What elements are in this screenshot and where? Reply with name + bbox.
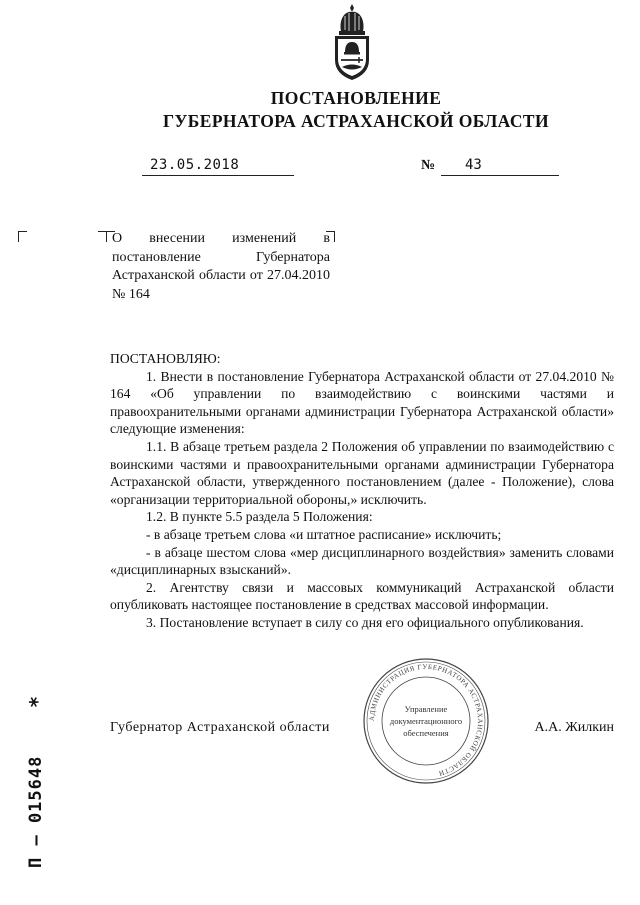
- number-field: [441, 157, 559, 176]
- coat-of-arms-icon: [327, 2, 377, 82]
- stamp-line-3: обеспечения: [403, 728, 449, 738]
- number-sign: №: [421, 158, 436, 173]
- document-number: 43: [465, 157, 482, 173]
- stamp-ring-text: АДМИНИСТРАЦИЯ ГУБЕРНАТОРА АСТРАХАНСКОЙ ОБЛАСТИ: [367, 662, 485, 778]
- paragraph-1-2-b: - в абзаце шестом слова «мер дисциплинарного воздействия» заменить словами «дисциплинарных взысканий».: [110, 544, 614, 578]
- signature-block: [110, 720, 614, 742]
- document-type-title: ПОСТАНОВЛЕНИЕ: [270, 88, 442, 108]
- signatory-position: Губернатор Астраханской области: [110, 720, 330, 735]
- paragraph-1: 1. Внести в постановление Губернатора Астраханской области от 27.04.2010 № 164 «Об управлении по взаимодействию с воинскими частями и правоохранительными органами администрации Губернатора Астраханской области» следующие изменения:: [110, 368, 614, 437]
- registration-code: [8, 690, 54, 870]
- paragraph-1-2: 1.2. В пункте 5.5 раздела 5 Положения:: [146, 509, 373, 525]
- document-body: [110, 350, 614, 632]
- paragraph-3: 3. Постановление вступает в силу со дня его официального опубликования.: [146, 614, 584, 630]
- stamp-line-1: Управление: [404, 704, 448, 714]
- stamp-line-2: документационного: [389, 716, 463, 726]
- paragraph-1-2-a: - в абзаце третьем слова «и штатное расписание» исключить;: [146, 526, 502, 542]
- asterisk-mark: *: [25, 696, 49, 708]
- date-field: [142, 157, 294, 176]
- issuing-authority-title: ГУБЕРНАТОРА АСТРАХАНСКОЙ ОБЛАСТИ: [163, 111, 549, 131]
- paragraph-1-1: 1.1. В абзаце третьем раздела 2 Положения об управлении по взаимодействию с воинскими частями и правоохранительными органами администрации Губернатора Астраханской области, утвержденного постановлением (далее - Положение), слова «организации территориальной обороны,» исключить.: [110, 438, 614, 507]
- signatory-name: А.А. Жилкин: [534, 720, 614, 735]
- paragraph-2: 2. Агентству связи и массовых коммуникаций Астраханской области опубликовать настоящее постановление в средствах массовой информации.: [110, 579, 614, 613]
- document-subject: О внесении изменений в постановление Губернатора Астраханской области от 27.04.2010 № 164: [112, 231, 330, 302]
- registration-code-text: П – 015648: [26, 755, 46, 868]
- preamble: ПОСТАНОВЛЯЮ:: [110, 351, 221, 366]
- document-date: 23.05.2018: [150, 157, 240, 173]
- subject-left-corner-mark: [18, 231, 27, 242]
